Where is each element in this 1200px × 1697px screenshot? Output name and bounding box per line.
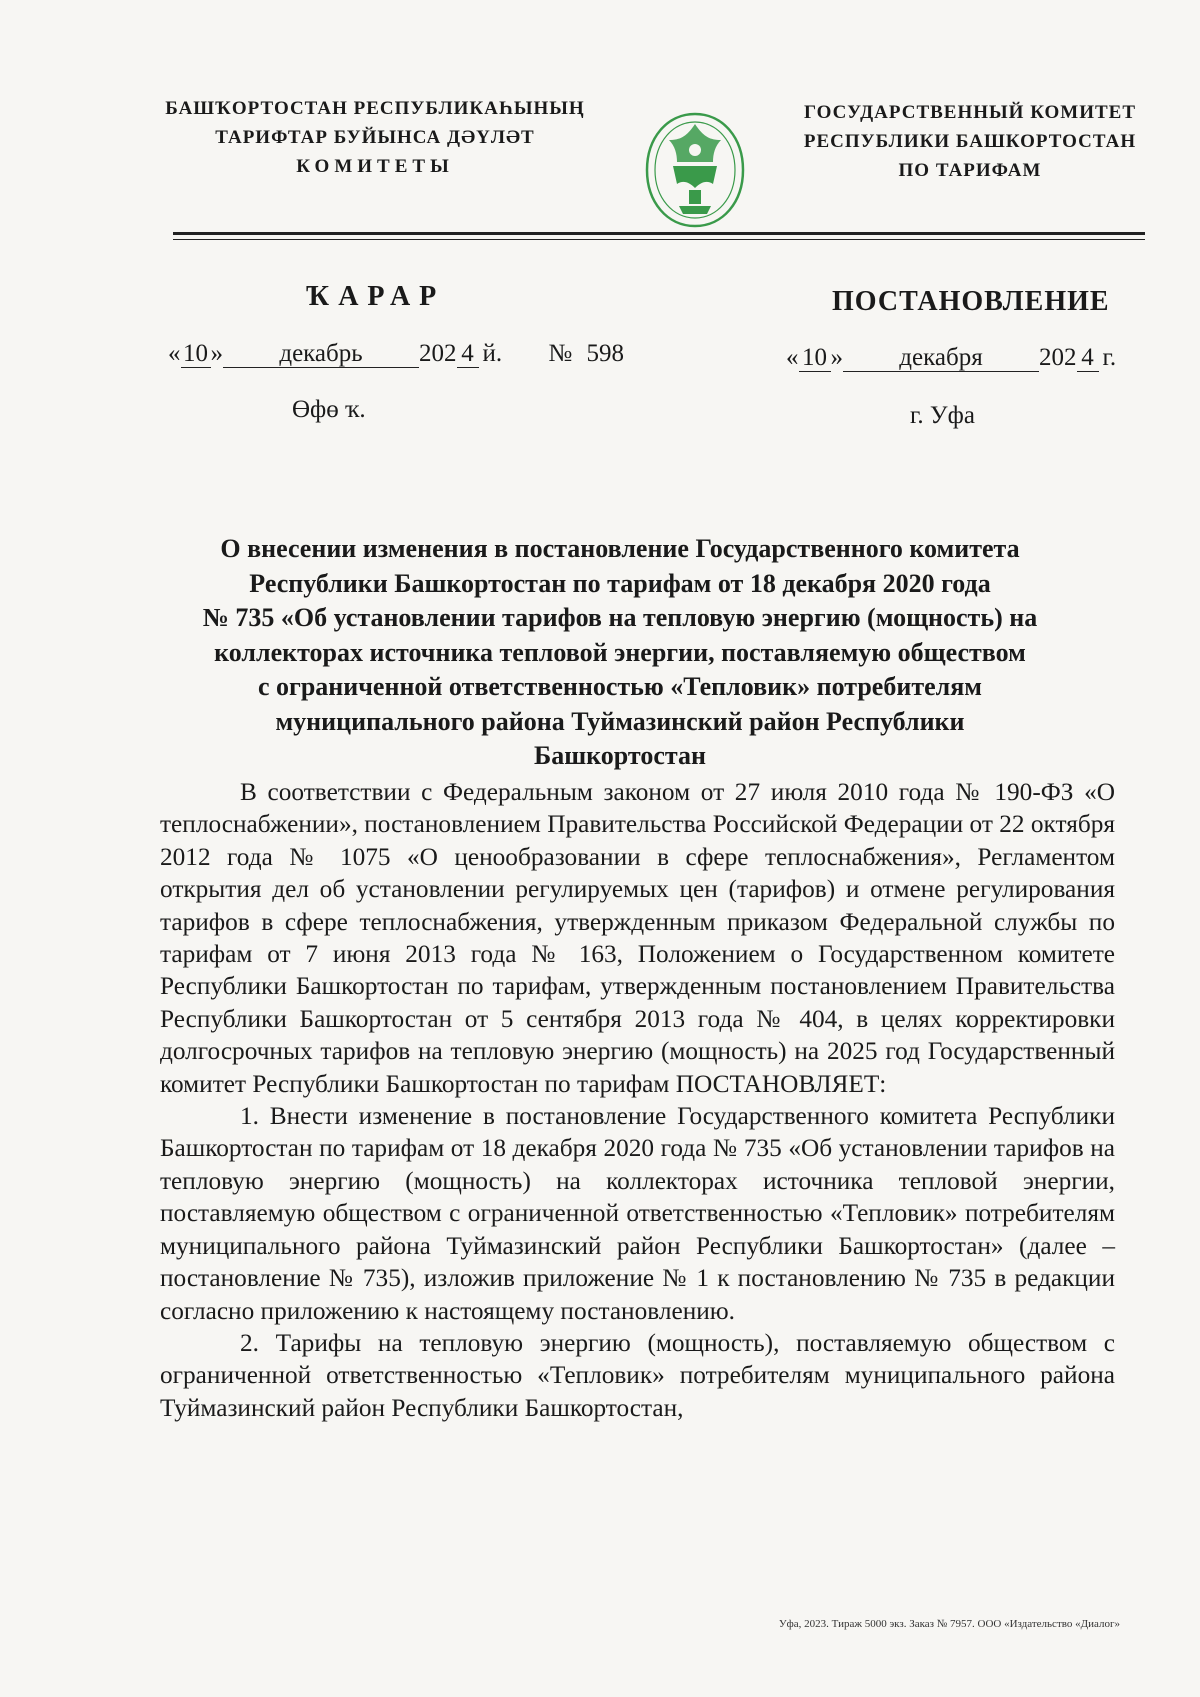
document-body <box>160 776 1115 1424</box>
date-open-quote: « <box>168 340 181 367</box>
document-number: 598 <box>586 340 624 367</box>
year-digit: 4 <box>1077 345 1099 372</box>
year-prefix: 202 <box>1039 344 1077 371</box>
subject-line: с ограниченной ответственностью «Тепловик» потребителям <box>258 672 982 701</box>
date-line-russian <box>786 344 1116 372</box>
city-russian: г. Уфа <box>910 402 975 429</box>
date-close-quote: » <box>830 344 843 371</box>
subject-line: № 735 «Об установлении тарифов на тепловую энергию (мощность) на <box>202 603 1038 632</box>
date-day: 10 <box>181 341 211 368</box>
header-left-line-2: ТАРИФТАР БУЙЫНСА ДӘҮЛӘТ <box>215 127 535 148</box>
subject-line: муниципального района Туймазинский район Республики <box>275 706 965 736</box>
print-footer: Уфа, 2023. Тираж 5000 экз. Заказ № 7957. ООО «Издательство «Диалог» <box>778 1618 1120 1630</box>
subject-line: Башкортостан <box>534 741 706 770</box>
doc-title-russian: ПОСТАНОВЛЕНИЕ <box>832 286 1110 317</box>
header-left-line-3: КОМИТЕТЫ <box>296 156 454 177</box>
body-paragraph-2: 2. Тарифы на тепловую энергию (мощность), поставляемую обществом с ограниченной ответственностью «Тепловик» потребителям муниципального района Туймазинский район Республики Башкортостан, <box>160 1328 1115 1422</box>
header-right-line-3: ПО ТАРИФАМ <box>898 160 1042 181</box>
header-left-org <box>165 94 585 181</box>
header-right-line-2: РЕСПУБЛИКИ БАШКОРТОСТАН <box>803 131 1137 152</box>
year-suffix: й. <box>482 340 503 367</box>
doc-title-bashkir: ҠАРАР <box>306 281 446 312</box>
year-suffix: г. <box>1102 344 1117 371</box>
city-bashkir: Өфө ҡ. <box>292 396 366 423</box>
date-month: декабрь <box>223 341 419 368</box>
header-rule-thin <box>173 239 1145 240</box>
date-close-quote: » <box>210 340 223 367</box>
date-day: 10 <box>799 345 831 372</box>
subject-line: коллекторах источника тепловой энергии, поставляемую обществом <box>214 637 1026 667</box>
subject-line: О внесении изменения в постановление Государственного комитета <box>220 534 1020 563</box>
header-rule-thick <box>173 232 1145 235</box>
header-right-org <box>780 98 1160 185</box>
date-line-bashkir <box>168 340 624 368</box>
header-left-line-1: БАШҠОРТОСТАН РЕСПУБЛИКАҺЫНЫҢ <box>165 98 585 119</box>
date-month: декабря <box>843 345 1039 372</box>
document-subject <box>180 532 1060 774</box>
body-paragraph-preamble: В соответствии с Федеральным законом от 27 июля 2010 года № 190-ФЗ «О теплоснабжении», постановлением Правительства Российской Федерации от 22 октября 2012 года № 1075 «О ценообразовании в сфере теплоснабжения», Регламентом открытия дел об установлении регулируемых цен (тарифов) и отмене регулирования тарифов в сфере теплоснабжения, утвержденным приказом Федеральной службы по тарифам от 7 июня 2013 года № 163, Положением о Государственном комитете Республики Башкортостан по тарифам, утвержденным постановлением Правительства Республики Башкортостан от 5 сентября 2013 года № 404, в целях корректировки долгосрочных тарифов на тепловую энергию (мощность) на 2025 год Государственный комитет Республики Башкортостан по тарифам ПОСТАНОВЛЯЕТ: <box>160 778 1115 1098</box>
year-prefix: 202 <box>419 340 457 367</box>
header-right-line-1: ГОСУДАРСТВЕННЫЙ КОМИТЕТ <box>803 102 1137 123</box>
number-sign: № <box>548 340 573 367</box>
bashkortostan-emblem-icon <box>643 110 747 230</box>
date-open-quote: « <box>786 344 799 371</box>
body-paragraph-1: 1. Внести изменение в постановление Государственного комитета Республики Башкортостан по тарифам от 18 декабря 2020 года № 735 «Об установлении тарифов на тепловую энергию (мощность) на коллекторах источника тепловой энергии, поставляемую обществом с ограниченной ответственностью «Тепловик» потребителям муниципального района Туймазинский район Республики Башкортостан» (далее – постановление № 735), изложив приложение № 1 к постановлению № 735 в редакции согласно приложению к настоящему постановлению. <box>160 1102 1115 1325</box>
subject-line: Республики Башкортостан по тарифам от 18 декабря 2020 года <box>249 568 991 598</box>
year-digit: 4 <box>457 341 479 368</box>
